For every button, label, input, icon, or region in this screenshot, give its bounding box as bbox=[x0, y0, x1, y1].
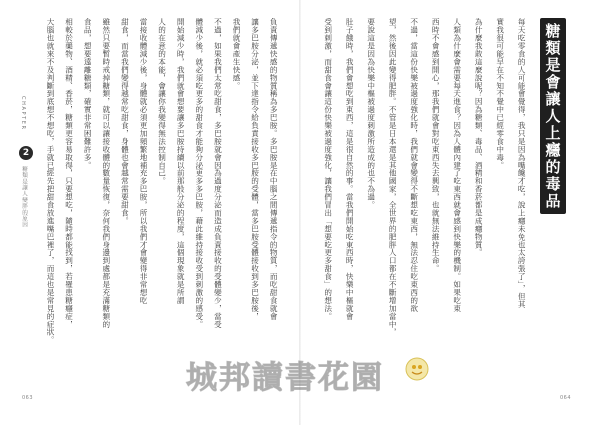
right-page-text-column: 不過，當這份快樂被過度強化時，我們就會變得不斷想吃東西，無法忍住吃東西的欲 bbox=[409, 18, 419, 313]
left-page-text-column: 負責傳遞快感的物質稱為多巴胺。多巴胺是在中腦之間傳遞指令的物質，而吃甜食就會 bbox=[269, 18, 279, 321]
right-page-text-column: 受到刺激，而甜食會讓這份快樂被過度強化，讓我們冒出「想要吃更多甜食」的想法。 bbox=[323, 18, 333, 321]
page-number-left: 063 bbox=[22, 395, 34, 401]
left-page-text-column: 相較於藥物、酒精、香菸，糖類更容易取得，只要想吃，隨時都能找到，若罹患糖癮症， bbox=[64, 18, 74, 329]
left-page-text-column: 不過，如果我們太常吃甜食，多巴胺就會因為過度分泌而造成負責接收的受體變少，當受 bbox=[213, 18, 223, 329]
watermark-text: 城邦讀書花園 bbox=[186, 360, 384, 396]
left-page-text-column: 體減少後，就必須吃更多的甜食才能夠分泌更多多巴胺，藉此維持接收受到刺激的感受。 bbox=[194, 18, 204, 329]
watermark bbox=[186, 348, 436, 396]
left-page-text-column: 當接收體減少後，身體就必須更加頻繁地補充多巴胺，所以我們才會變得非常想吃 bbox=[139, 18, 148, 305]
left-page-text-column: 我們就會產生快感。 bbox=[232, 18, 241, 90]
right-page-text-column: 為什麼我敢這麼說呢？因為糖類、毒品、酒精和香菸都是成癮物質。 bbox=[474, 18, 484, 257]
flower-logo-icon bbox=[404, 356, 430, 382]
left-page-text-column: 甜食，而當我們變得越常吃甜食，身體也會越常需要甜食。 bbox=[120, 18, 130, 225]
left-page-text-column: 開始減少時，我們就會想要讓多巴胺持續以前那般分泌的程度，這個現象就是所謂 bbox=[176, 18, 186, 305]
chapter-badge: 2 bbox=[19, 146, 33, 160]
right-page-text-column: 西時不會感到開心，那我們就會對吃東西失去興致，也就無法維持生命。 bbox=[431, 18, 441, 273]
right-page-text-column: 每天吃零食的人可能會覺得，我只是因為嘴饞才吃，說上癮未免也太誇張了」，但其 bbox=[517, 18, 527, 309]
right-page-text-column: 人類為什麼會需要每天進食？因為人體內建了吃東西就會感到快樂的機制。如果吃東 bbox=[452, 18, 462, 313]
chapter-title: 糖類是讓人變胖的原因 bbox=[21, 166, 27, 228]
left-page-text-column: 食品，想要遠離糖類，確實非常困難許多。 bbox=[83, 18, 93, 170]
left-page-text-column: 雖然只要暫時戒掉糖類，就可以讓接收體的數量恢復，奈何我們身邊到處都是充滿糖類的 bbox=[101, 18, 111, 329]
left-page-text-column: 大腦也就來不及判斷到底想不想吃，手就已經先把甜食放進嘴巴裡了，而這也是常見的症狀。 bbox=[46, 18, 55, 344]
right-page-text-column: 肚子餓時，我們會想吃到東西，這是很自然的事。當我們開始吃東西時，快樂中樞就會 bbox=[345, 18, 355, 321]
left-page-text-column: 人的在意的本能，會讓你我變得無法控制自己。 bbox=[157, 18, 167, 185]
section-title: 糖類是會讓人上癮的毒品 bbox=[540, 18, 566, 214]
right-page-text-column: 望，然後因此變得肥胖。不管是日本還是其他國家，全世界的肥胖人口都在不斷增加當中， bbox=[388, 18, 398, 336]
left-page-text-column: 讓多巴胺分泌，並下達指令給負責接收多巴胺的受體，當多巴胺受體接收到多巴胺後， bbox=[250, 18, 260, 321]
page-number-right: 064 bbox=[560, 395, 572, 401]
right-page-text-column: 實我很可能早在不知不覺中已經零食中毒。 bbox=[495, 18, 505, 170]
chapter-label: CHAPTER bbox=[20, 96, 26, 131]
right-page-text-column: 要說這是因為快樂中樞被過度刺激所造成的也不為過。 bbox=[366, 18, 376, 209]
